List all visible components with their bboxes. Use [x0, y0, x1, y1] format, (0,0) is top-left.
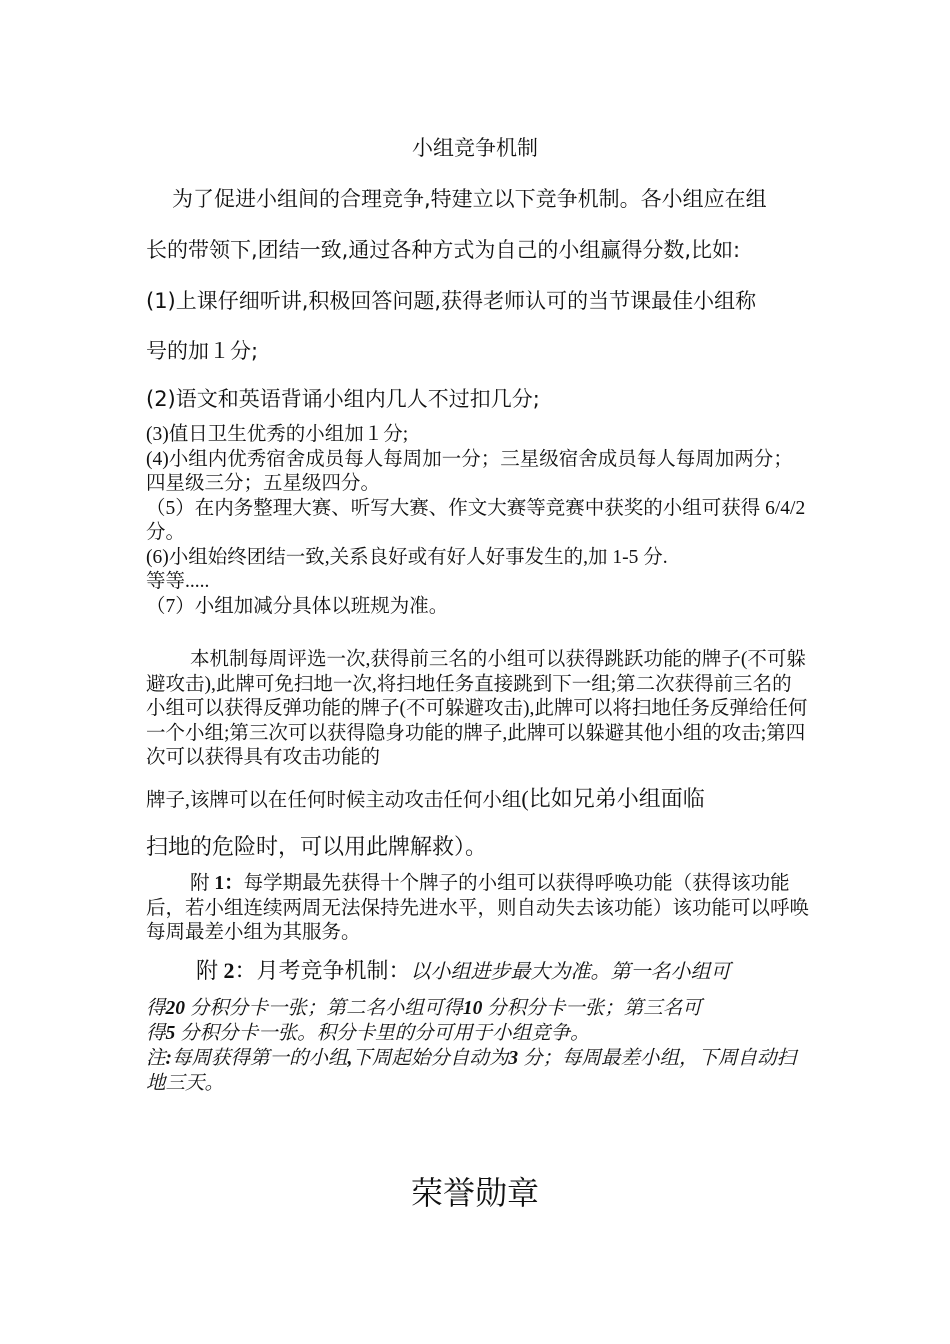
section-heading-honor-medal: 荣誉勋章 — [410, 1174, 539, 1212]
rule-7: （7）小组加减分具体以班规为准。 — [146, 595, 449, 617]
appendix-1-colon: ： — [224, 873, 244, 894]
appendix-1 — [146, 872, 811, 946]
note-label: 注 — [146, 1048, 166, 1069]
mechanism-line-a — [146, 784, 811, 816]
mechanism-paragraph: 本机制每周评选一次,获得前三名的小组可以获得跳跃功能的牌子(不可躲避攻击),此牌可免扫地一次,将扫地任务直接跳到下一组;第二次获得前三名的小组可以获得反弹功能的牌子(不可躲避攻击),此牌可以将扫地任务反弹给任何一个小组;第三次可以获得隐身功能的牌子,此牌可以躲避其他小组的攻击;第四次可以获得具有攻击功能的 — [146, 649, 808, 768]
appendix-2-score-1: 20 — [165, 998, 186, 1019]
appendix-1-number: 1 — [214, 873, 225, 894]
appendix-2-line-1 — [146, 956, 811, 987]
rule-3: (3)值日卫生优秀的小组加１分; — [146, 424, 409, 445]
appendix-2-label: ：月考竞争机制： — [234, 958, 411, 983]
appendix-2-number: 2 — [223, 958, 235, 983]
rule-1-line-1: (1)上课仔细听讲,积极回答问题,获得老师认可的当节课最佳小组称 — [146, 289, 757, 313]
page-title: 小组竞争机制 — [412, 136, 538, 160]
rule-6: (6)小组始终团结一致,关系良好或有好人好事发生的,加 1-5 分. — [146, 546, 668, 568]
note-colon: : — [165, 1048, 173, 1069]
appendix-2-prefix: 附 — [196, 958, 224, 983]
intro-line-1: 为了促进小组间的合理竞争,特建立以下竞争机制。各小组应在组 — [172, 187, 767, 211]
appendix-2-body — [146, 996, 811, 1096]
intro-line-2: 长的带领下,团结一致,通过各种方式为自己的小组赢得分数,比如: — [146, 238, 741, 262]
note-text: 下周起始分自动为 — [352, 1048, 509, 1069]
appendix-1-prefix: 附 — [190, 873, 215, 894]
rule-2: (2)语文和英语背诵小组内几人不过扣几分; — [146, 387, 540, 411]
appendix-2-text: 分积分卡一张；第三名可 — [482, 998, 702, 1019]
appendix-2-score-2: 10 — [462, 998, 483, 1019]
appendix-2-text: 分积分卡一张。积分卡里的分可用于小组竞争。 — [175, 1023, 590, 1044]
note-text: 分；每周最差小组，下周自动扫地三天。 — [146, 1048, 797, 1094]
appendix-2-text: 得 — [146, 998, 166, 1019]
rule-1-line-2: 号的加１分; — [146, 339, 259, 363]
appendix-1-text: 每学期最先获得十个牌子的小组可以获得呼唤功能（获得该功能后，若小组连续两周无法保持先进水平，则自动失去该功能）该功能可以呼唤每周最差小组为其服务。 — [146, 873, 810, 943]
appendix-2-line-2 — [146, 996, 811, 1021]
note-number: 3 — [508, 1048, 519, 1069]
appendix-2-note — [146, 1046, 811, 1096]
mechanism-line-a-big: (比如兄弟小组面临 — [521, 786, 705, 811]
rules-list — [146, 423, 811, 619]
mechanism-line-a-small: 牌子,该牌可以在任何时候主动攻击任何小组 — [146, 790, 522, 811]
rule-etc: 等等..... — [146, 571, 210, 592]
rule-5: （5）在内务整理大赛、听写大赛、作文大赛等竞赛中获奖的小组可获得 6/4/2 分。 — [146, 497, 806, 543]
note-text: 每周获得第一的小组 — [172, 1048, 348, 1069]
appendix-2-intro: 以小组进步最大为准。第一名小组可 — [410, 961, 731, 983]
rule-4: (4)小组内优秀宿舍成员每人每周加一分；三星级宿舍成员每人每周加两分；四星级三分；五星级四分。 — [146, 448, 793, 494]
appendix-2-line-3 — [146, 1021, 811, 1046]
appendix-2-score-3: 5 — [165, 1023, 176, 1044]
appendix-2-text: 得 — [146, 1023, 166, 1044]
appendix-2-text: 分积分卡一张；第二名小组可得 — [185, 998, 463, 1019]
mechanism-line-b: 扫地的危险时，可以用此牌解救）。 — [146, 834, 488, 859]
note-comma: , — [347, 1048, 353, 1069]
